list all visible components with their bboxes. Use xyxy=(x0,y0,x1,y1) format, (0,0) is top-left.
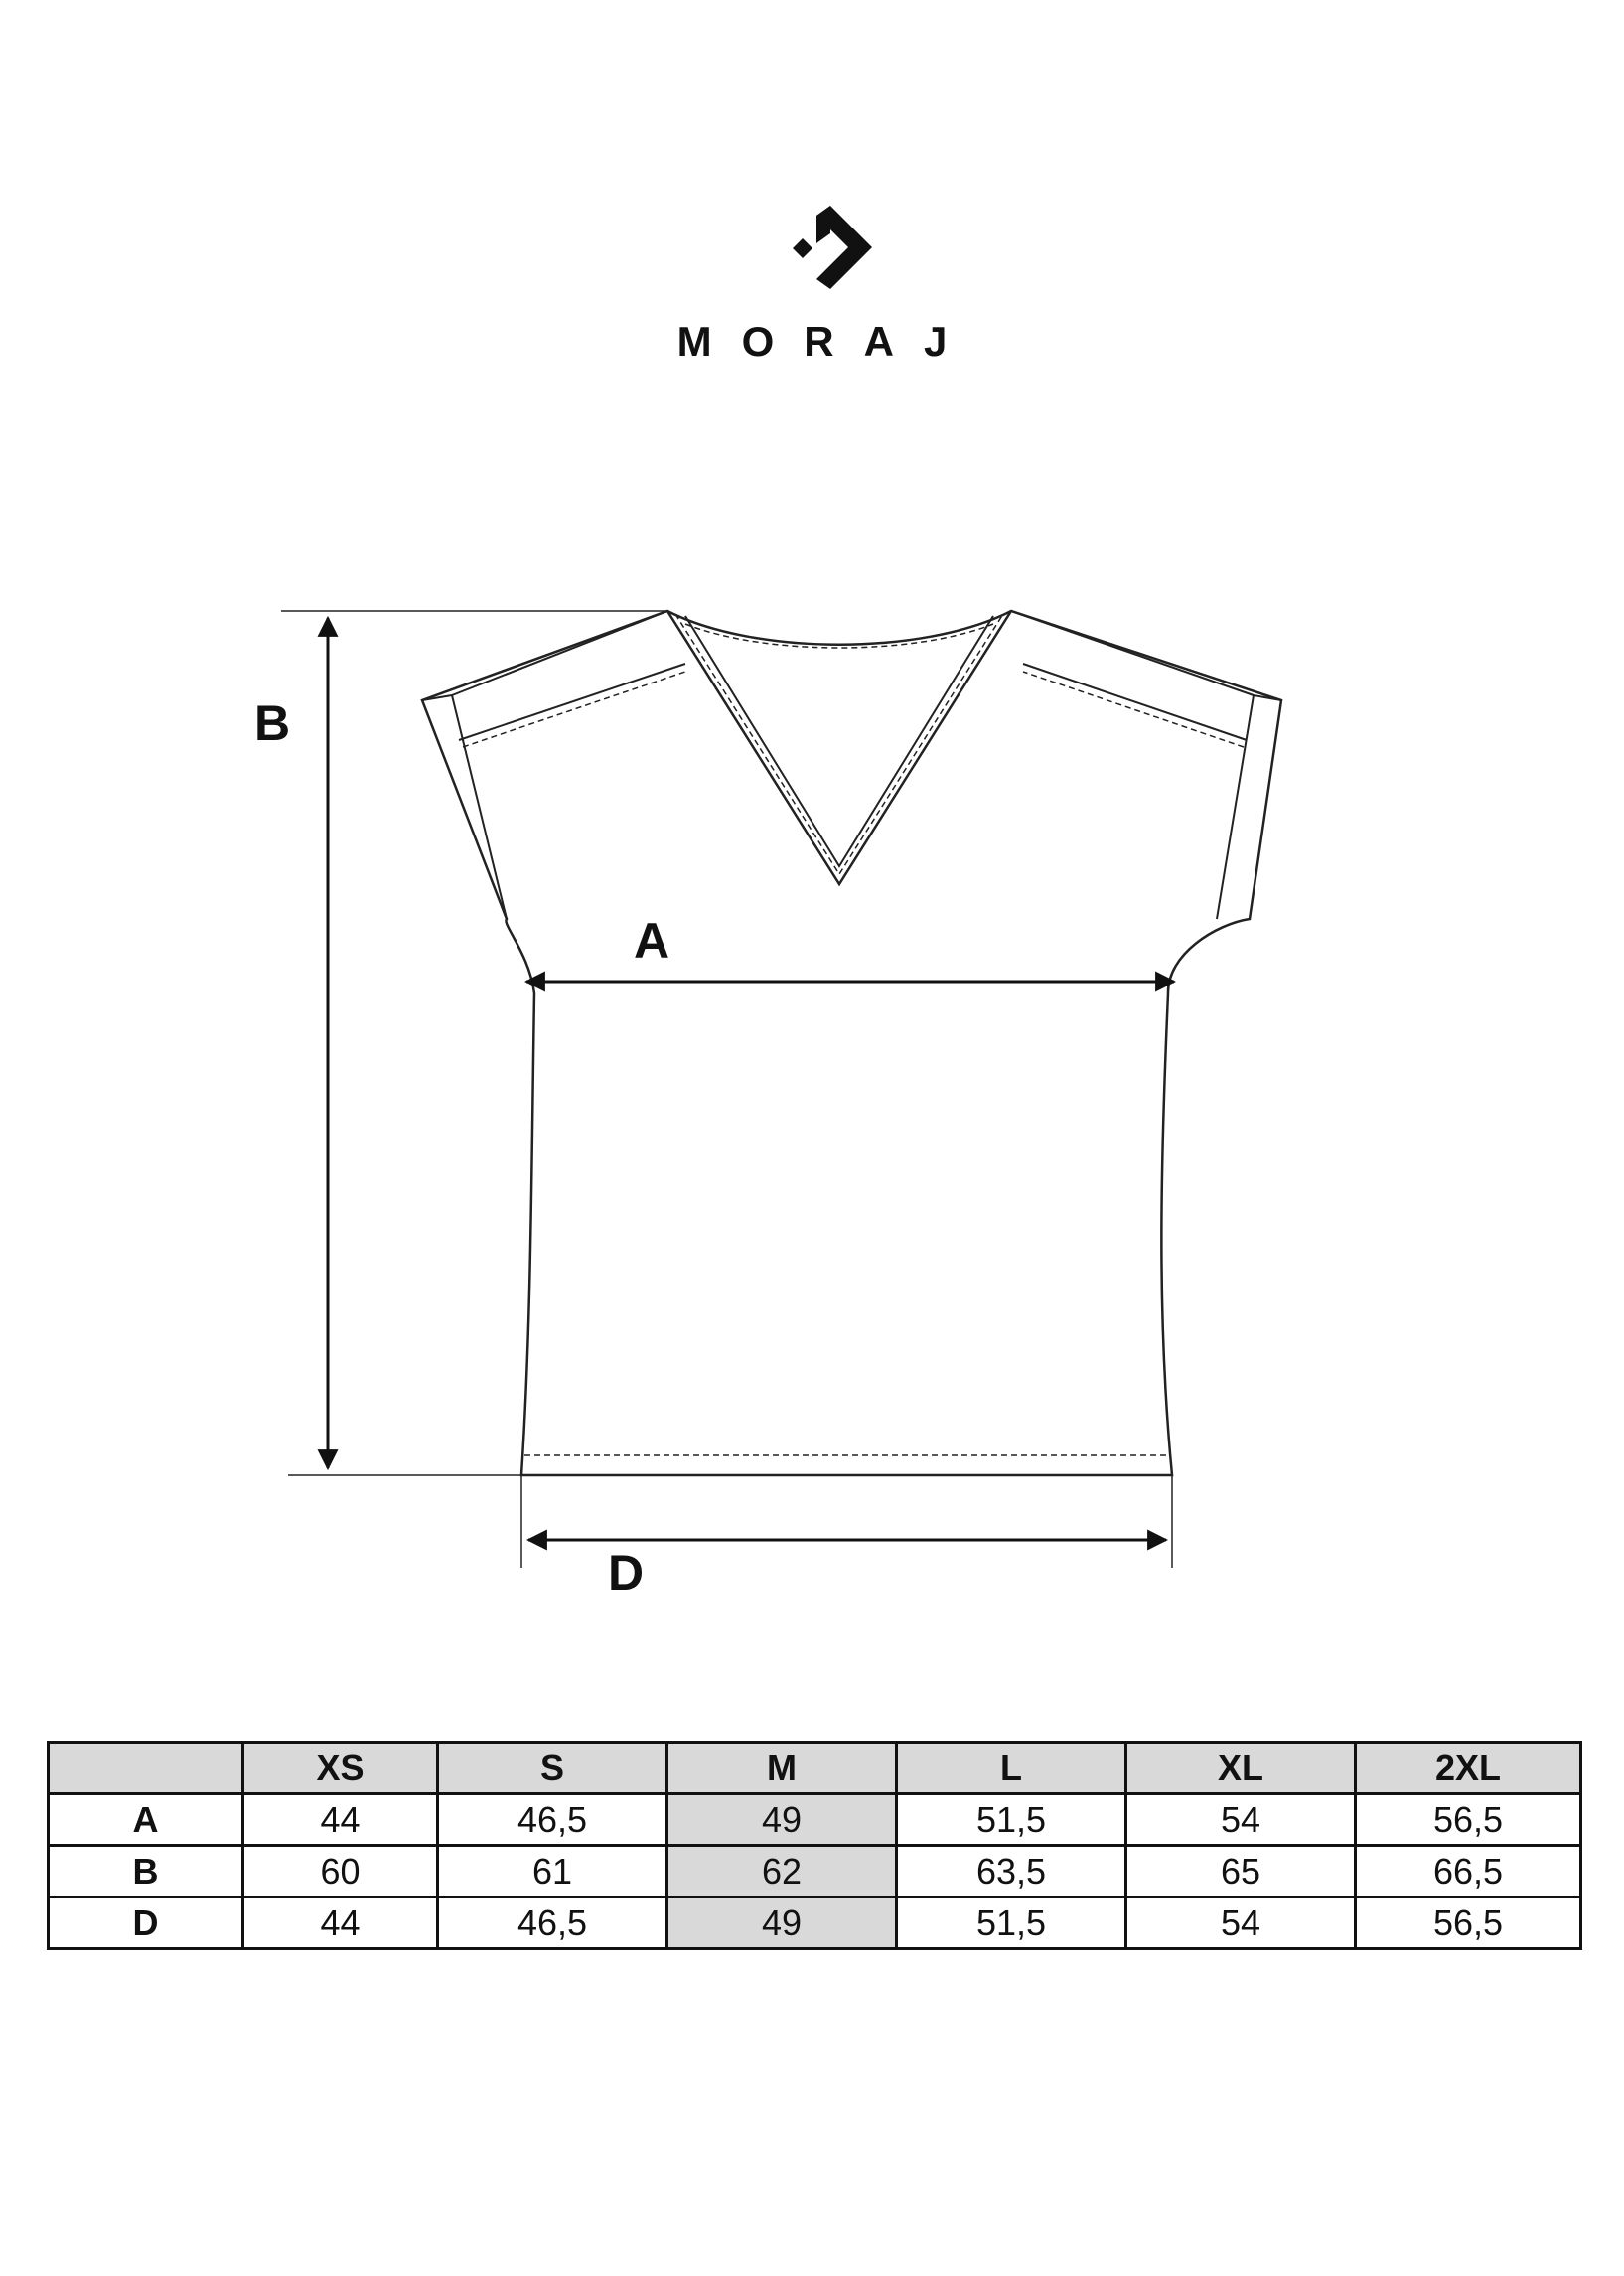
row-label: D xyxy=(49,1897,243,1949)
header-cell-s: S xyxy=(438,1743,667,1794)
header-cell-m: M xyxy=(667,1743,897,1794)
header-cell-xs: XS xyxy=(243,1743,438,1794)
dimension-d-label: D xyxy=(608,1545,645,1600)
table-row xyxy=(49,1794,1581,1846)
brand-name: MORAJ xyxy=(676,318,977,365)
header-cell xyxy=(49,1743,243,1794)
row-label: A xyxy=(49,1794,243,1846)
header-cell-l: L xyxy=(897,1743,1126,1794)
table-cell: 44 xyxy=(243,1794,438,1846)
size-chart-table xyxy=(47,1741,1582,1950)
table-cell: 51,5 xyxy=(897,1897,1126,1949)
table-cell: 46,5 xyxy=(438,1897,667,1949)
brand-header xyxy=(0,0,1624,378)
row-label: B xyxy=(49,1846,243,1897)
header-cell-xl: XL xyxy=(1126,1743,1356,1794)
header-cell-2xl: 2XL xyxy=(1356,1743,1581,1794)
table-cell: 46,5 xyxy=(438,1794,667,1846)
table-row xyxy=(49,1897,1581,1949)
table-row xyxy=(49,1846,1581,1897)
table-cell: 56,5 xyxy=(1356,1794,1581,1846)
table-cell: 51,5 xyxy=(897,1794,1126,1846)
table-header-row xyxy=(49,1743,1581,1794)
dimension-a-label: A xyxy=(634,913,670,969)
table-cell-highlighted: 49 xyxy=(667,1794,897,1846)
table-cell: 61 xyxy=(438,1846,667,1897)
measurement-diagram xyxy=(0,556,1624,1609)
table-cell: 44 xyxy=(243,1897,438,1949)
table-cell: 56,5 xyxy=(1356,1897,1581,1949)
table-cell: 54 xyxy=(1126,1897,1356,1949)
table-cell: 60 xyxy=(243,1846,438,1897)
table-cell-highlighted: 62 xyxy=(667,1846,897,1897)
dimension-b-label: B xyxy=(254,695,291,751)
table-cell: 65 xyxy=(1126,1846,1356,1897)
tshirt-outline xyxy=(0,556,1624,1609)
table-cell: 63,5 xyxy=(897,1846,1126,1897)
table-cell: 54 xyxy=(1126,1794,1356,1846)
table-cell-highlighted: 49 xyxy=(667,1897,897,1949)
moraj-logo-icon xyxy=(785,204,884,293)
table-cell: 66,5 xyxy=(1356,1846,1581,1897)
